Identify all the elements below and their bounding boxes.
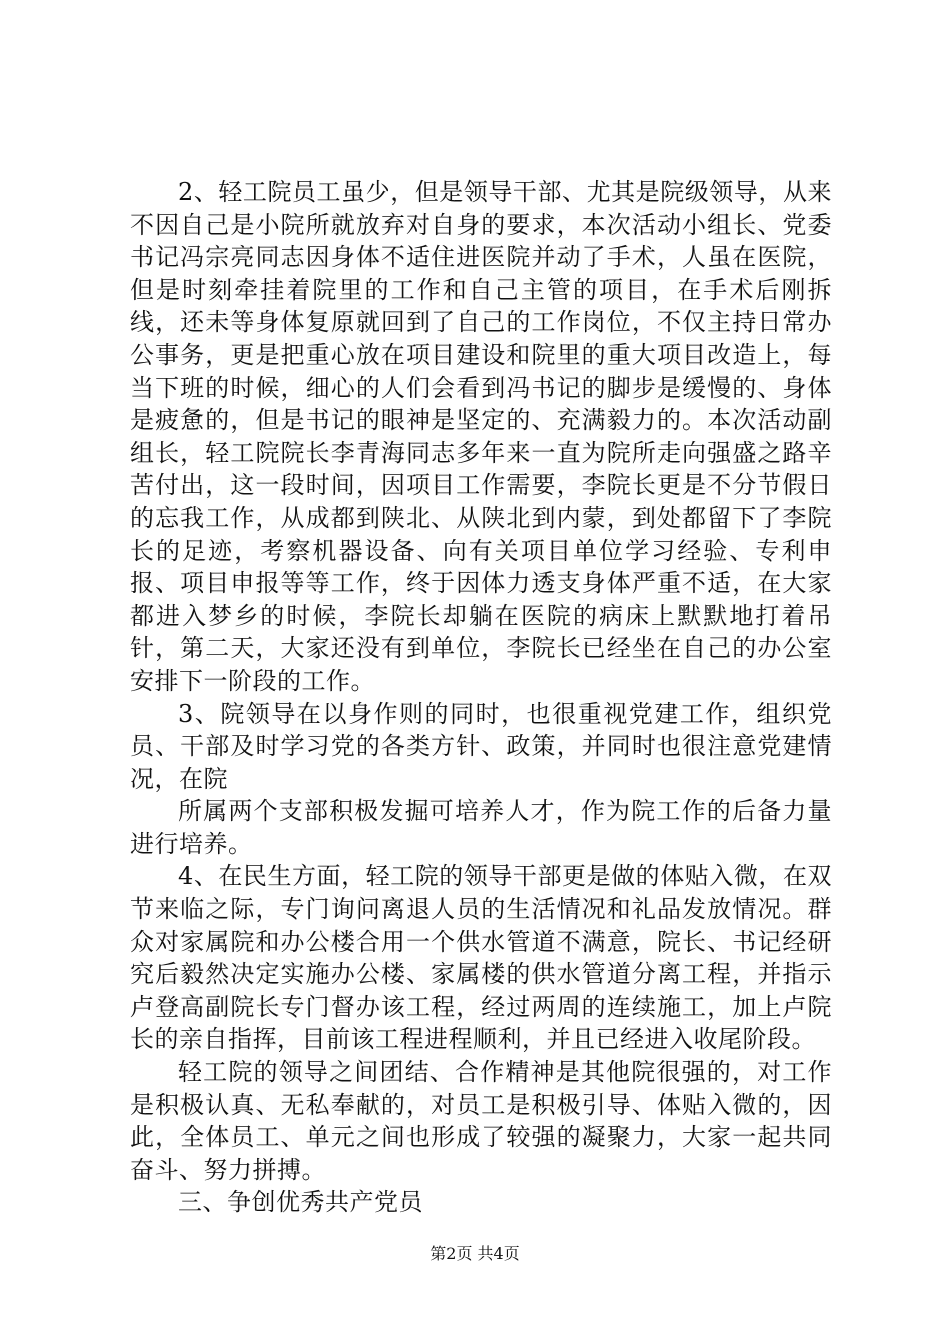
page-number-footer: 第2页 共4页 — [430, 1244, 520, 1263]
document-body — [130, 176, 832, 1219]
paragraph-4-livelihood: 4、在民生方面，轻工院的领导干部更是做的体贴入微，在双节来临之际，专门询问离退人员的生活情况和礼品发放情况。群众对家属院和办公楼合用一个供水管道不满意，院长、书记经研究后毅然决定实施办公楼、家属楼的供水管道分离工程，并指示卢登高副院长专门督办该工程，经过两周的连续施工，加上卢院长的亲自指挥，目前该工程进程顺利，并且已经进入收尾阶段。 — [130, 862, 832, 1054]
paragraph-2-leadership: 2、轻工院员工虽少，但是领导干部、尤其是院级领导，从来不因自己是小院所就放弃对自身的要求，本次活动小组长、党委书记冯宗亮同志因身体不适住进医院并动了手术，人虽在医院，但是时刻牵挂着院里的工作和自己主管的项目，在手术后刚拆线，还未等身体复原就回到了自己的工作岗位，不仅主持日常办公事务，更是把重心放在项目建设和院里的重大项目改造上，每当下班的时候，细心的人们会看到冯书记的脚步是缓慢的、身体是疲惫的，但是书记的眼神是坚定的、充满毅力的。本次活动副组长，轻工院院长李青海同志多年来一直为院所走向强盛之路辛苦付出，这一段时间，因项目工作需要，李院长更是不分节假日的忘我工作，从成都到陕北、从陕北到内蒙，到处都留下了李院长的足迹，考察机器设备、向有关项目单位学习经验、专利申报、项目申报等等工作，终于因体力透支身体严重不适，在大家都进入梦乡的时候，李院长却躺在医院的病床上默默地打着吊针，第二天，大家还没有到单位，李院长已经坐在自己的办公室安排下一阶段的工作。 — [130, 178, 832, 695]
section-heading-3: 三、争创优秀共产党员 — [178, 1188, 423, 1217]
paragraph-branch-talent: 所属两个支部积极发掘可培养人才，作为院工作的后备力量进行培养。 — [130, 797, 832, 858]
paragraph-3-party-building: 3、院领导在以身作则的同时，也很重视党建工作，组织党员、干部及时学习党的各类方针、政策，并同时也很注意党建情况，在院 — [130, 699, 832, 793]
paragraph-unity-cooperation: 轻工院的领导之间团结、合作精神是其他院很强的，对工作是积极认真、无私奉献的，对员工是积极引导、体贴入微的，因此，全体员工、单元之间也形成了较强的凝聚力，大家一起共同奋斗、努力拼搏。 — [130, 1058, 832, 1184]
